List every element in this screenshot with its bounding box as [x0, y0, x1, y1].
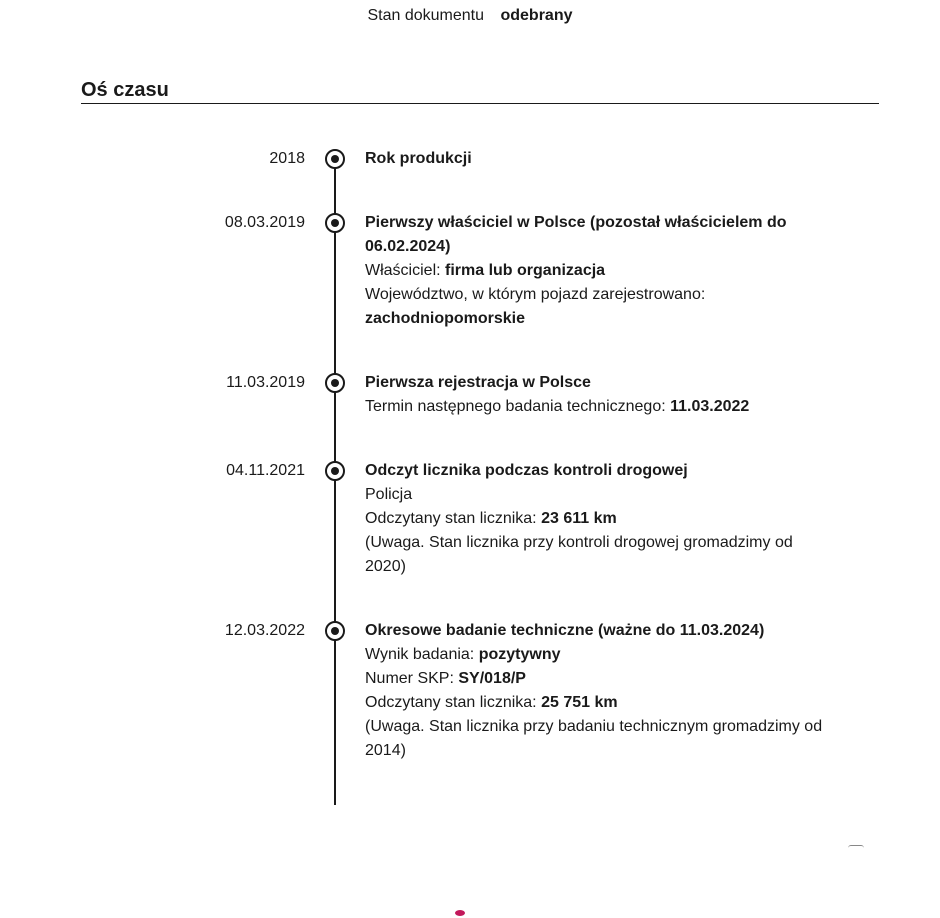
timeline-dot-icon — [325, 621, 345, 641]
event-detail — [365, 259, 835, 283]
timeline-dot-icon — [325, 373, 345, 393]
document-status-label: Stan dokumentu — [367, 7, 485, 24]
event-detail-label: Termin następnego badania technicznego: — [365, 398, 671, 415]
event-title: Pierwszy właściciel w Polsce (pozostał właścicielem do 06.02.2024) — [365, 214, 787, 255]
event-detail-label: Wynik badania: — [365, 646, 479, 663]
event-body — [365, 147, 835, 171]
decorative-mark — [455, 910, 465, 916]
document-status-value: odebrany — [500, 7, 573, 24]
event-title: Odczyt licznika podczas kontroli drogowej — [365, 462, 688, 479]
timeline-line — [334, 158, 336, 805]
decorative-arc — [848, 845, 864, 848]
event-detail-label: Policja — [365, 486, 413, 503]
event-body — [365, 459, 835, 579]
event-detail-value: 23 611 km — [541, 510, 617, 527]
event-date: 04.11.2021 — [226, 462, 305, 479]
event-note — [365, 715, 835, 763]
event-detail-value: firma lub organizacja — [445, 262, 606, 279]
event-detail — [365, 283, 835, 331]
event-title: Rok produkcji — [365, 150, 472, 167]
event-detail — [365, 395, 835, 419]
event-note-text: (Uwaga. Stan licznika przy badaniu technicznym gromadzimy od 2014) — [365, 718, 823, 759]
event-detail-value: SY/018/P — [458, 670, 526, 687]
event-detail-label: Województwo, w którym pojazd zarejestrowano: — [365, 286, 706, 303]
event-detail-value: pozytywny — [478, 646, 561, 663]
event-detail — [365, 483, 835, 507]
event-detail-label: Odczytany stan licznika: — [365, 694, 542, 711]
event-detail-value: 11.03.2022 — [670, 398, 750, 415]
event-detail-label: Właściciel: — [365, 262, 446, 279]
event-detail — [365, 691, 835, 715]
timeline-dot-icon — [325, 149, 345, 169]
section-title: Oś czasu — [81, 79, 169, 101]
event-body — [365, 211, 835, 331]
event-detail — [365, 643, 835, 667]
timeline-dot-icon — [325, 213, 345, 233]
event-detail-value: zachodniopomorskie — [365, 310, 526, 327]
event-date: 2018 — [269, 150, 305, 167]
event-title: Pierwsza rejestracja w Polsce — [365, 374, 591, 391]
event-title: Okresowe badanie techniczne (ważne do 11.03.2024) — [365, 622, 765, 639]
event-detail — [365, 507, 835, 531]
event-detail — [365, 667, 835, 691]
event-note-text: (Uwaga. Stan licznika przy kontroli drogowej gromadzimy od 2020) — [365, 534, 793, 575]
event-date: 11.03.2019 — [226, 374, 305, 391]
event-detail-label: Numer SKP: — [365, 670, 459, 687]
event-body — [365, 619, 835, 763]
event-detail-value: 25 751 km — [541, 694, 618, 711]
event-date: 12.03.2022 — [224, 622, 305, 639]
event-detail-label: Odczytany stan licznika: — [365, 510, 542, 527]
timeline-dot-icon — [325, 461, 345, 481]
event-date: 08.03.2019 — [224, 214, 305, 231]
event-note — [365, 531, 835, 579]
event-body — [365, 371, 835, 419]
